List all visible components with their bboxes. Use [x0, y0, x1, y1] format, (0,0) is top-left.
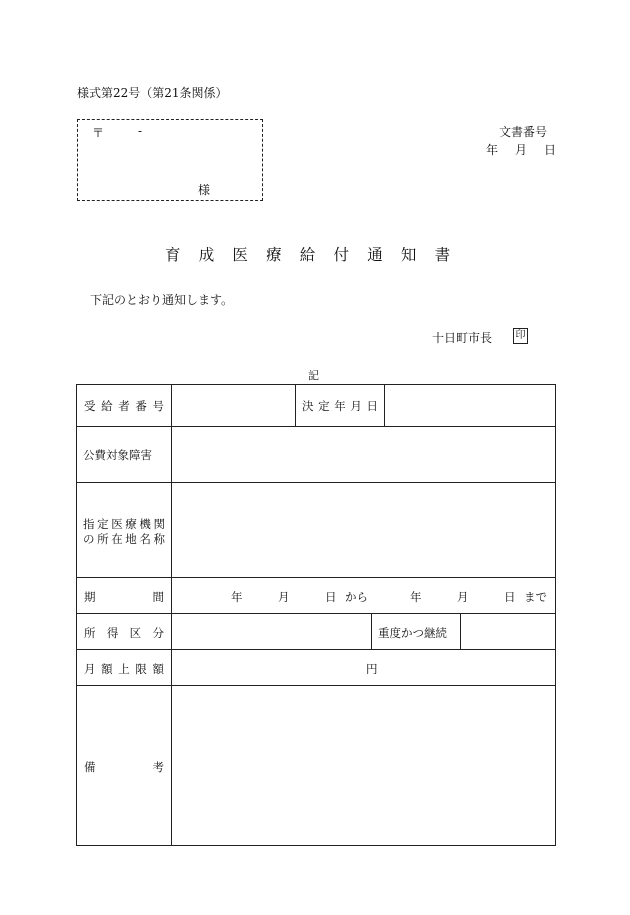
yen-unit: 円 — [366, 662, 378, 676]
postal-code-dash: - — [138, 124, 143, 138]
intro-text: 下記のとおり通知します。 — [90, 293, 234, 307]
disability-label: 公費対象障害 — [83, 448, 152, 462]
address-box[interactable] — [77, 119, 263, 201]
period-end-year: 年 — [410, 590, 422, 604]
severe-continuous-label: 重度かつ継続 — [378, 626, 447, 640]
decision-date-field[interactable] — [385, 385, 555, 426]
period-from: から — [345, 590, 368, 604]
period-start-year: 年 — [231, 590, 243, 604]
date-month: 月 — [515, 143, 528, 157]
income-category-field[interactable] — [172, 614, 371, 649]
date-day: 日 — [544, 143, 557, 157]
issue-date — [486, 141, 556, 158]
document-title: 育成医療給付通知書 — [165, 246, 469, 264]
document-number-label: 文書番号 — [499, 125, 548, 139]
institution-label-line2: の 所 在 地 名 称 — [83, 532, 165, 546]
remarks-field[interactable] — [172, 686, 555, 845]
disability-field[interactable] — [172, 427, 555, 482]
honorific-sama: 様 — [198, 183, 211, 197]
form-number: 様式第22号（第21条関係） — [77, 86, 228, 100]
seal-stamp: 印 — [513, 328, 528, 344]
period-start-month: 月 — [278, 590, 290, 604]
issuer-name: 十日町市長 — [432, 331, 493, 345]
monthly-limit-field[interactable] — [172, 650, 555, 685]
period-end-month: 月 — [457, 590, 469, 604]
period-label: 期 間 — [84, 590, 164, 604]
period-end-day: 日 — [504, 590, 516, 604]
monthly-limit-label: 月 額 上 限 額 — [84, 662, 164, 676]
recipient-number-label: 受 給 者 番 号 — [84, 399, 164, 413]
remarks-label: 備 考 — [84, 760, 164, 774]
period-to: まで — [524, 590, 547, 604]
ki-heading: 記 — [308, 369, 319, 382]
institution-field[interactable] — [172, 483, 555, 577]
period-start-day: 日 — [325, 590, 337, 604]
postal-mark: 〒 — [92, 126, 105, 140]
date-year: 年 — [486, 143, 499, 157]
income-category-label: 所 得 区 分 — [84, 626, 164, 640]
institution-label-line1: 指 定 医 療 機 関 — [83, 517, 165, 531]
severe-continuous-field[interactable] — [461, 614, 555, 649]
recipient-number-field[interactable] — [172, 385, 295, 426]
decision-date-label: 決 定 年 月 日 — [302, 399, 378, 413]
